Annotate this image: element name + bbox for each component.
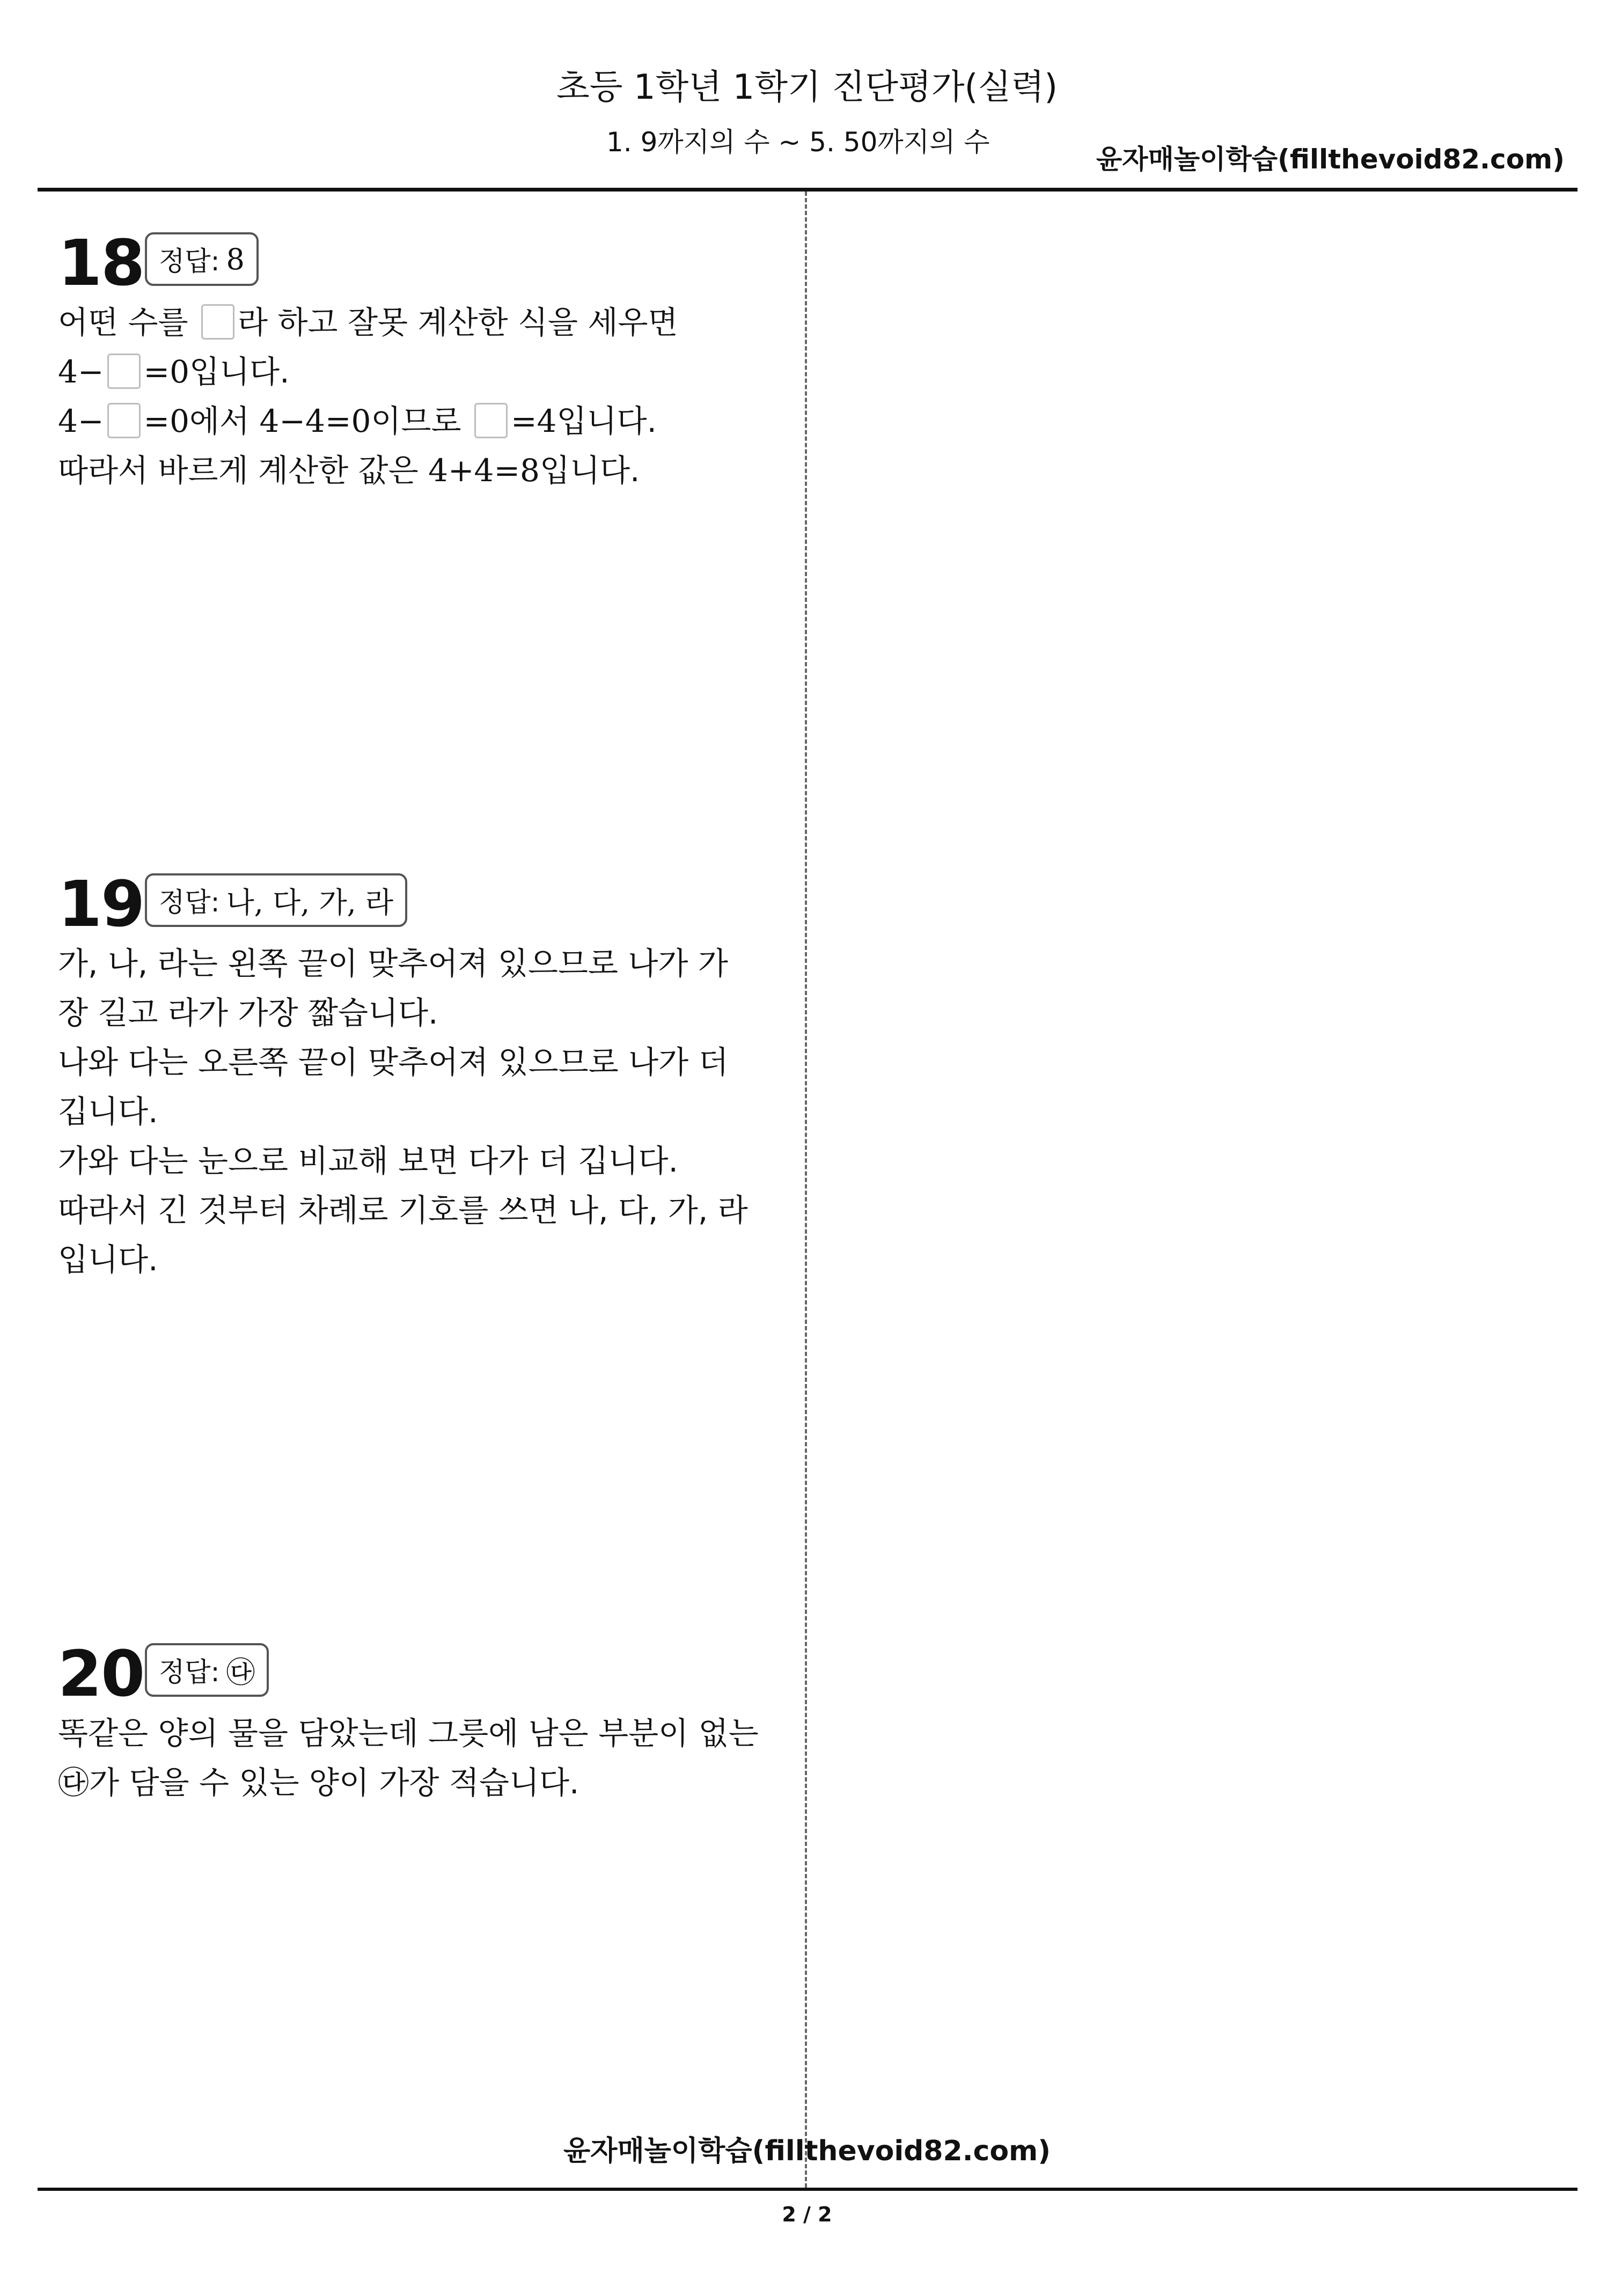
explanation-line: [58, 446, 755, 495]
explanation-line: [58, 396, 755, 446]
problem-number: 20: [58, 1637, 144, 1711]
text-segment: 입니다.: [189, 354, 290, 390]
blank-box: [107, 403, 141, 438]
answer-label: 정답:: [159, 1657, 220, 1688]
problem-18: [58, 228, 755, 495]
text-segment: 입니다.: [539, 452, 640, 489]
explanation-line: 따라서 긴 것부터 차례로 기호를 쓰면 나, 다, 가, 라: [58, 1192, 748, 1228]
answer-value: ㉰: [226, 1655, 255, 1689]
text-segment: 이므로: [371, 403, 461, 439]
blank-box: [201, 304, 234, 340]
header-brand: 윤자매놀이학습(fillthevoid82.com): [1096, 144, 1565, 175]
math-expression: 4−: [58, 403, 104, 439]
math-expression: =0: [143, 354, 189, 390]
answer-value: 8: [226, 242, 245, 276]
explanation-line: 가, 나, 라는 왼쪽 끝이 맞추어져 있으므로 나가 가: [58, 945, 728, 982]
column-divider: [805, 192, 807, 2188]
explanation-line: 똑같은 양의 물을 담았는데 그릇에 남은 부분이 없는: [58, 1715, 759, 1752]
explanation-line: [58, 347, 755, 396]
explanation-line: 장 길고 라가 가장 짧습니다.: [58, 995, 438, 1031]
math-expression: 4+4=8: [428, 452, 540, 489]
problem-20: [58, 1637, 759, 1807]
page-title: 초등 1학년 1학기 진단평가(실력): [556, 68, 1058, 107]
text-segment: 입니다.: [556, 403, 657, 439]
footer-brand: 윤자매놀이학습(fillthevoid82.com): [563, 2135, 1051, 2167]
blank-box: [107, 354, 141, 389]
explanation-line: [58, 298, 755, 347]
explanation-line: ㉰가 담을 수 있는 양이 가장 적습니다.: [58, 1764, 579, 1801]
text-segment: 라 하고 잘못 계산한 식을 세우면: [238, 304, 678, 341]
blank-box: [474, 403, 508, 438]
explanation-line: 가와 다는 눈으로 비교해 보면 다가 더 깁니다.: [58, 1143, 678, 1179]
page-subtitle: 1. 9까지의 수 ~ 5. 50까지의 수: [606, 127, 990, 158]
explanation-line: 깁니다.: [58, 1093, 158, 1130]
page-number: 2 / 2: [782, 2203, 832, 2226]
footer-rule: [38, 2188, 1578, 2191]
problem-number: 19: [58, 867, 144, 941]
math-expression: =0: [143, 403, 189, 439]
text-segment: 따라서 바르게 계산한 값은: [58, 452, 419, 489]
answer-value: 나, 다, 가, 라: [226, 885, 394, 919]
answer-label: 정답:: [159, 246, 220, 277]
text-segment: 어떤 수를: [58, 304, 188, 341]
header-rule: [38, 188, 1578, 192]
problem-number: 18: [58, 226, 144, 300]
explanation-line: 입니다.: [58, 1241, 158, 1278]
math-expression: 4−4=0: [259, 403, 371, 439]
answer-badge: [145, 873, 407, 927]
math-expression: =4: [510, 403, 557, 439]
answer-badge: [145, 1643, 269, 1697]
text-segment: 에서: [189, 403, 250, 439]
problem-19: [58, 869, 755, 1284]
answer-badge: [145, 232, 259, 286]
math-expression: 4−: [58, 354, 104, 390]
explanation-line: 나와 다는 오른쪽 끝이 맞추어져 있으므로 나가 더: [58, 1044, 729, 1080]
answer-label: 정답:: [159, 887, 220, 918]
